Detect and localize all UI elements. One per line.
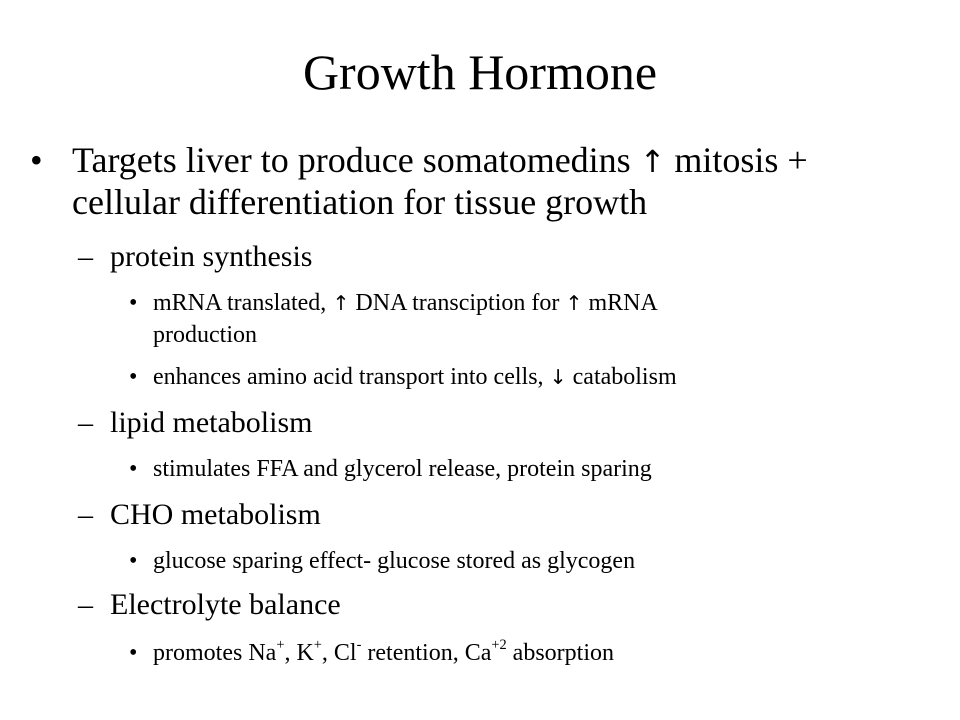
protein-item-2 bbox=[129, 362, 873, 392]
bullet-marker: • bbox=[129, 640, 138, 666]
cho-item-1 bbox=[129, 546, 873, 576]
electrolyte-item-1 bbox=[129, 637, 873, 668]
electrolyte-text-3: , Cl bbox=[321, 640, 357, 666]
electrolyte-text-1: promotes Na bbox=[153, 640, 277, 666]
main-bullet-line-2: cellular differentiation for tissue growth bbox=[72, 182, 648, 222]
dash-marker: – bbox=[78, 240, 93, 273]
calcium-charge: +2 bbox=[491, 637, 507, 654]
sub-heading-lipid bbox=[78, 406, 910, 440]
lipid-item-1-text: stimulates FFA and glycerol release, protein sparing bbox=[153, 456, 652, 482]
dash-marker: – bbox=[78, 498, 93, 531]
protein-item-1-line-2: production bbox=[153, 322, 257, 348]
potassium-charge: + bbox=[313, 637, 322, 654]
lipid-item-1 bbox=[129, 454, 873, 484]
protein-item-1-text-b: DNA transciption for bbox=[349, 290, 566, 316]
sub-heading-protein bbox=[78, 240, 910, 274]
main-bullet-text-b: mitosis + bbox=[665, 140, 808, 180]
up-arrow-icon: ↑ bbox=[639, 145, 666, 180]
bullet-marker: • bbox=[30, 140, 43, 180]
bullet-marker: • bbox=[129, 456, 138, 482]
up-arrow-icon: ↑ bbox=[332, 291, 350, 315]
main-bullet-text-a: Targets liver to produce somatomedins bbox=[72, 140, 640, 180]
bullet-marker: • bbox=[129, 548, 138, 574]
protein-item-1-text-a: mRNA translated, bbox=[153, 290, 333, 316]
down-arrow-icon: ↓ bbox=[549, 365, 567, 389]
slide-title: Growth Hormone bbox=[302, 44, 658, 100]
electrolyte-text-2: , K bbox=[284, 640, 314, 666]
chloride-charge: - bbox=[356, 637, 362, 654]
sub-heading-protein-text: protein synthesis bbox=[110, 240, 313, 273]
protein-item-2-text-a: enhances amino acid transport into cells, bbox=[153, 364, 550, 390]
protein-item-1 bbox=[129, 288, 873, 318]
protein-item-2-text-b: catabolism bbox=[566, 364, 677, 390]
protein-item-1-text-c: mRNA bbox=[582, 290, 658, 316]
sub-heading-cho-text: CHO metabolism bbox=[110, 498, 321, 531]
bullet-marker: • bbox=[129, 290, 138, 316]
electrolyte-text-4: retention, Ca bbox=[361, 640, 492, 666]
main-bullet-line-1 bbox=[30, 140, 942, 183]
cho-item-1-text: glucose sparing effect- glucose stored as glycogen bbox=[153, 548, 636, 574]
bullet-marker: • bbox=[129, 364, 138, 390]
up-arrow-icon: ↑ bbox=[565, 291, 583, 315]
sub-heading-cho bbox=[78, 498, 910, 532]
sub-heading-lipid-text: lipid metabolism bbox=[110, 406, 313, 439]
sub-heading-electrolyte bbox=[78, 588, 910, 622]
electrolyte-text-5: absorption bbox=[506, 640, 614, 666]
sodium-charge: + bbox=[276, 637, 285, 654]
dash-marker: – bbox=[78, 406, 93, 439]
dash-marker: – bbox=[78, 588, 93, 621]
sub-heading-electrolyte-text: Electrolyte balance bbox=[110, 588, 341, 621]
